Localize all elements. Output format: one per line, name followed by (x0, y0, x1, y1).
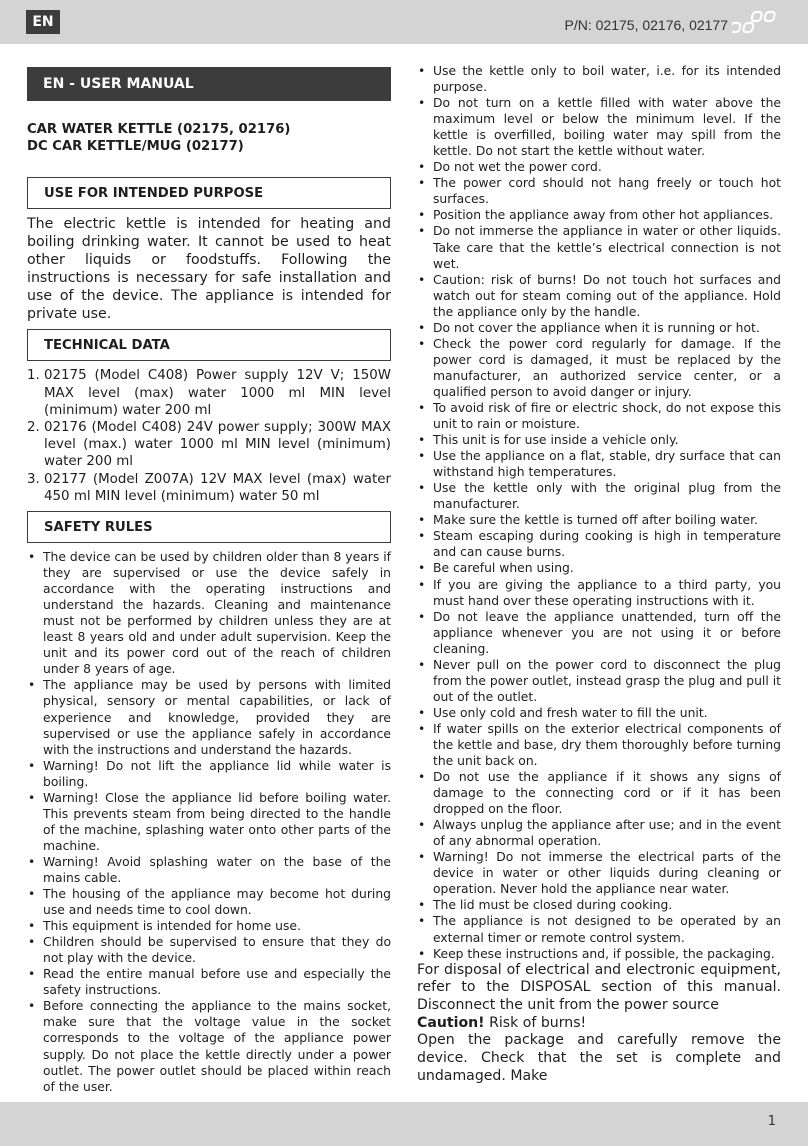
manual-title: EN - USER MANUAL (27, 67, 391, 101)
list-item: • The device can be used by children older than 8 years if they are supervised or use the device safely in accordance with the operating instructions and understand the hazards. Cleaning and maintenance must not be performed by children unless they are at least 8 years old and under adult supervision. Keep the unit and its power cord out of the reach of children under 8 years of age. (27, 549, 391, 677)
tech-item: 1. 02175 (Model C408) Power supply 12V V; 150W MAX level (max) water 1000 ml MIN level (minimum) water 200 ml (27, 368, 391, 418)
safety-rules-heading: SAFETY RULES (27, 511, 391, 543)
list-item: • Read the entire manual before use and especially the safety instructions. (27, 966, 391, 998)
list-item: • Warning! Do not lift the appliance lid while water is boiling. (27, 758, 391, 790)
caution-line (417, 1015, 781, 1033)
list-item: • Check the power cord regularly for damage. If the power cord is damaged, it must be replaced by the manufacturer, an authorized service center, or a qualified person to avoid danger or injury. (417, 336, 781, 400)
header-bar (0, 0, 808, 44)
list-item: • Children should be supervised to ensure that they do not play with the device. (27, 934, 391, 966)
list-item: • The lid must be closed during cooking. (417, 897, 781, 913)
list-item: • Do not wet the power cord. (417, 159, 781, 175)
unpack-text: Open the package and carefully remove the device. Check that the set is complete and undamaged. Make (417, 1032, 781, 1084)
disposal-text: For disposal of electrical and electronic equipment, refer to the DISPOSAL section of this manual. Disconnect the unit from the power source (417, 961, 781, 1014)
intended-use-heading: USE FOR INTENDED PURPOSE (27, 177, 391, 209)
list-item: • Position the appliance away from other hot appliances. (417, 207, 781, 223)
technical-data-list (27, 367, 391, 505)
list-item: • Before connecting the appliance to the mains socket, make sure that the voltage value in the socket corresponds to the voltage of the appliance power supply. Do not place the kettle directly under a power outlet. The power outlet should be placed within reach of the user. (27, 998, 391, 1094)
list-item: • The housing of the appliance may become hot during use and needs time to cool down. (27, 886, 391, 918)
list-item: • The appliance is not designed to be operated by an external timer or remote control system. (417, 913, 781, 945)
safety-rules-list-continued (417, 63, 781, 962)
technical-data-heading: TECHNICAL DATA (27, 329, 391, 361)
page-number: 1 (767, 1114, 776, 1129)
list-item: • This equipment is intended for home use. (27, 918, 391, 934)
list-item: • Never pull on the power cord to disconnect the plug from the power outlet, instead grasp the plug and pull it out of the outlet. (417, 657, 781, 705)
list-item: • Do not immerse the appliance in water or other liquids. Take care that the kettle’s electrical connection is not wet. (417, 223, 781, 271)
list-item: • Warning! Avoid splashing water on the base of the mains cable. (27, 854, 391, 886)
list-item: • This unit is for use inside a vehicle only. (417, 432, 781, 448)
list-item: • Keep these instructions and, if possible, the packaging. (417, 946, 781, 962)
list-item: • To avoid risk of fire or electric shock, do not expose this unit to rain or moisture. (417, 400, 781, 432)
tech-item: 2. 02176 (Model C408) 24V power supply; 300W MAX level (max.) water 1000 ml MIN level (minimum) water 200 ml (27, 420, 391, 470)
list-item: • Caution: risk of burns! Do not touch hot surfaces and watch out for steam coming out of the appliance. Hold the appliance only by the handle. (417, 272, 781, 320)
right-column (417, 63, 781, 1086)
brand-logo-icon (732, 8, 782, 38)
list-item: • Do not use the appliance if it shows any signs of damage to the connecting cord or if it has been dropped on the floor. (417, 769, 781, 817)
product-line-1: CAR WATER KETTLE (02175, 02176) (27, 122, 291, 137)
list-item: • Make sure the kettle is turned off after boiling water. (417, 512, 781, 528)
list-item: • Use the appliance on a flat, stable, dry surface that can withstand high temperatures. (417, 448, 781, 480)
list-item: • Do not leave the appliance unattended, turn off the appliance whenever you are not using it or before cleaning. (417, 609, 781, 657)
list-item: • Do not turn on a kettle filled with water above the maximum level or below the minimum level. If the kettle is overfilled, boiling water may spill from the kettle. Do not start the kettle without water. (417, 95, 781, 159)
list-item: • If water spills on the exterior electrical components of the kettle and base, dry them thoroughly before turning the unit back on. (417, 721, 781, 769)
safety-rules-list (27, 549, 391, 1095)
product-titles (27, 121, 391, 155)
list-item: • Be careful when using. (417, 560, 781, 576)
list-item: • The appliance may be used by persons with limited physical, sensory or mental capabilities, or lack of experience and knowledge, provided they are supervised or use the appliance safely in accordance with the instructions and understand the hazards. (27, 677, 391, 757)
product-line-2: DC CAR KETTLE/MUG (02177) (27, 139, 244, 154)
list-item: • Warning! Do not immerse the electrical parts of the device in water or other liquids during cleaning or operation. Never hold the appliance near water. (417, 849, 781, 897)
footer-bar (0, 1102, 808, 1146)
intended-use-text: The electric kettle is intended for heating and boiling drinking water. It cannot be used to heat other liquids or foodstuffs. Following the instructions is necessary for safe installation and use of the device. The appliance is intended for private use. (27, 216, 391, 322)
list-item: • Use the kettle only to boil water, i.e. for its intended purpose. (417, 63, 781, 95)
list-item: • Use the kettle only with the original plug from the manufacturer. (417, 480, 781, 512)
list-item: • The power cord should not hang freely or touch hot surfaces. (417, 175, 781, 207)
list-item: • Use only cold and fresh water to fill the unit. (417, 705, 781, 721)
language-badge: EN (26, 10, 60, 34)
left-column (27, 67, 391, 1095)
caution-label: Caution! (417, 1014, 485, 1031)
tech-item: 3. 02177 (Model Z007A) 12V MAX level (max) water 450 ml MIN level (minimum) water 50 ml (27, 471, 391, 504)
part-number: P/N: 02175, 02176, 02177 (564, 17, 728, 33)
caution-text: Risk of burns! (484, 1014, 587, 1031)
list-item: • If you are giving the appliance to a third party, you must hand over these operating instructions with it. (417, 577, 781, 609)
list-item: • Warning! Close the appliance lid before boiling water. This prevents steam from being directed to the handle of the machine, splashing water onto other parts of the machine. (27, 790, 391, 854)
list-item: • Steam escaping during cooking is high in temperature and can cause burns. (417, 528, 781, 560)
list-item: • Do not cover the appliance when it is running or hot. (417, 320, 781, 336)
list-item: • Always unplug the appliance after use; and in the event of any abnormal operation. (417, 817, 781, 849)
